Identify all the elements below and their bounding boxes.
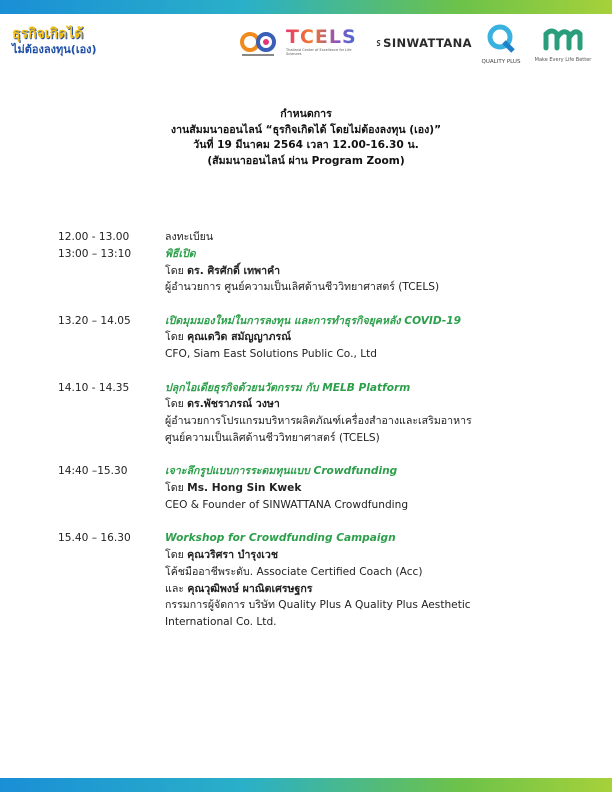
agenda-speaker-role: International Co. Ltd. [165, 616, 277, 629]
heading-date-time: วันที่ 19 มีนาคม 2564 เวลา 12.00-16.30 น. [193, 139, 419, 151]
agenda-topic: เปิดมุมมองใหม่ในการลงทุน และการทำธุรกิจยุคหลัง COVID-19 [165, 314, 461, 327]
agenda-item [58, 530, 588, 631]
agenda-speaker-line [165, 329, 588, 346]
tcels-wordmark: TCELS [286, 26, 364, 48]
quality-plus-logo [476, 24, 526, 68]
agenda-speaker-role: กรรมการผู้จัดการ บริษัท Quality Plus A Quality Plus Aesthetic [165, 599, 471, 612]
brand-line1: ธุรกิจเกิดได้ [12, 26, 84, 42]
agenda-speaker-line [165, 396, 588, 413]
agenda-topic: พิธีเปิด [165, 247, 196, 260]
agenda-list [58, 229, 588, 647]
agenda-time: 15.40 – 16.30 [58, 532, 131, 545]
agenda-item [58, 380, 588, 447]
agenda-topic: ปลุกไอเดียธุรกิจด้วยนวัตกรรม กับ MELB Platform [165, 381, 411, 394]
agenda-speaker-line [165, 480, 588, 497]
sinwattana-s-icon [376, 33, 381, 53]
agenda-speaker: ดร.พัชราภรณ์ วงษา [187, 398, 280, 411]
agenda-speaker: คุณวริศรา บำรุงเวช [187, 548, 279, 561]
agenda-speaker-role: ศูนย์ความเป็นเลิศด้านชีววิทยาศาสตร์ (TCELS) [165, 431, 380, 444]
by-label: โดย [165, 482, 188, 495]
anniversary-60-logo [240, 28, 276, 60]
agenda-registration: ลงทะเบียน [165, 231, 214, 243]
partner-logos [240, 22, 600, 72]
agenda-speaker: ดร. ศิรศักดิ์ เทพาคำ [187, 264, 281, 277]
agenda-time: 14.10 - 14.35 [58, 381, 130, 394]
agenda-speaker-line [165, 263, 588, 280]
agenda-speaker-line [165, 547, 588, 564]
quality-plus-wordmark: QUALITY PLUS [481, 59, 521, 65]
agenda-time: 14:40 –15.30 [58, 465, 128, 478]
tcels-logo [286, 26, 364, 62]
agenda-time: 13.20 – 14.05 [58, 314, 131, 327]
heading-venue: (สัมมนาออนไลน์ ผ่าน Program Zoom) [207, 154, 405, 167]
heading-title: กำหนดการ [280, 108, 332, 120]
agenda-speaker: คุณวุฒิพงษ์ ผาณิตเศรษฐกร [187, 582, 313, 595]
by-label: โดย [165, 264, 188, 277]
quality-plus-q-icon [486, 24, 516, 54]
by-label: โดย [165, 331, 188, 344]
page-heading [0, 107, 612, 169]
brand-line2: ไม่ต้องลงทุน(เอง) [12, 43, 97, 56]
tcels-subtitle: Thailand Center of Excellence for Life Sciences [286, 48, 352, 56]
agenda-speaker: คุณเดวิด สมัญญาภรณ์ [187, 331, 292, 344]
mm-tagline: Make Every Life Better [534, 57, 592, 63]
agenda-speaker-role: CEO & Founder of SINWATTANA Crowdfunding [165, 498, 409, 511]
agenda-time: 13:00 – 13:10 [58, 247, 132, 260]
agenda-topic: Workshop for Crowdfunding Campaign [165, 532, 396, 545]
agenda-time: 12.00 - 13.00 [58, 231, 130, 243]
top-gradient-bar [0, 0, 612, 14]
agenda-speaker-line [165, 581, 588, 598]
agenda-speaker-role: ผู้อำนวยการ ศูนย์ความเป็นเลิศด้านชีววิทยาศาสตร์ (TCELS) [165, 281, 440, 294]
mm-logo [530, 26, 596, 70]
agenda-speaker: Ms. Hong Sin Kwek [187, 482, 302, 495]
heading-event-name: งานสัมมนาออนไลน์ “ธุรกิจเกิดได้ โดยไม่ต้องลงทุน (เอง)” [170, 123, 442, 136]
sinwattana-wordmark: SINWATTANA [383, 36, 472, 50]
agenda-item [58, 229, 588, 296]
mm-wave-icon [543, 26, 583, 52]
agenda-item [58, 313, 588, 363]
by-label: โดย [165, 548, 188, 561]
agenda-item [58, 463, 588, 513]
agenda-speaker-role: CFO, Siam East Solutions Public Co., Ltd [165, 348, 377, 361]
agenda-topic: เจาะลึกรูปแบบการระดมทุนแบบ Crowdfunding [165, 465, 398, 478]
and-label: และ [165, 582, 188, 595]
brand-logo [12, 26, 132, 58]
agenda-speaker-role: โค้ชมืออาชีพระดับ. Associate Certified Coach (Acc) [165, 565, 423, 578]
agenda-speaker-role: ผู้อำนวยการโปรแกรมบริหารผลิตภัณฑ์เครื่องสำอางและเสริมอาหาร [165, 415, 472, 428]
by-label: โดย [165, 398, 188, 411]
sinwattana-logo [376, 32, 472, 54]
bottom-gradient-bar [0, 778, 612, 792]
